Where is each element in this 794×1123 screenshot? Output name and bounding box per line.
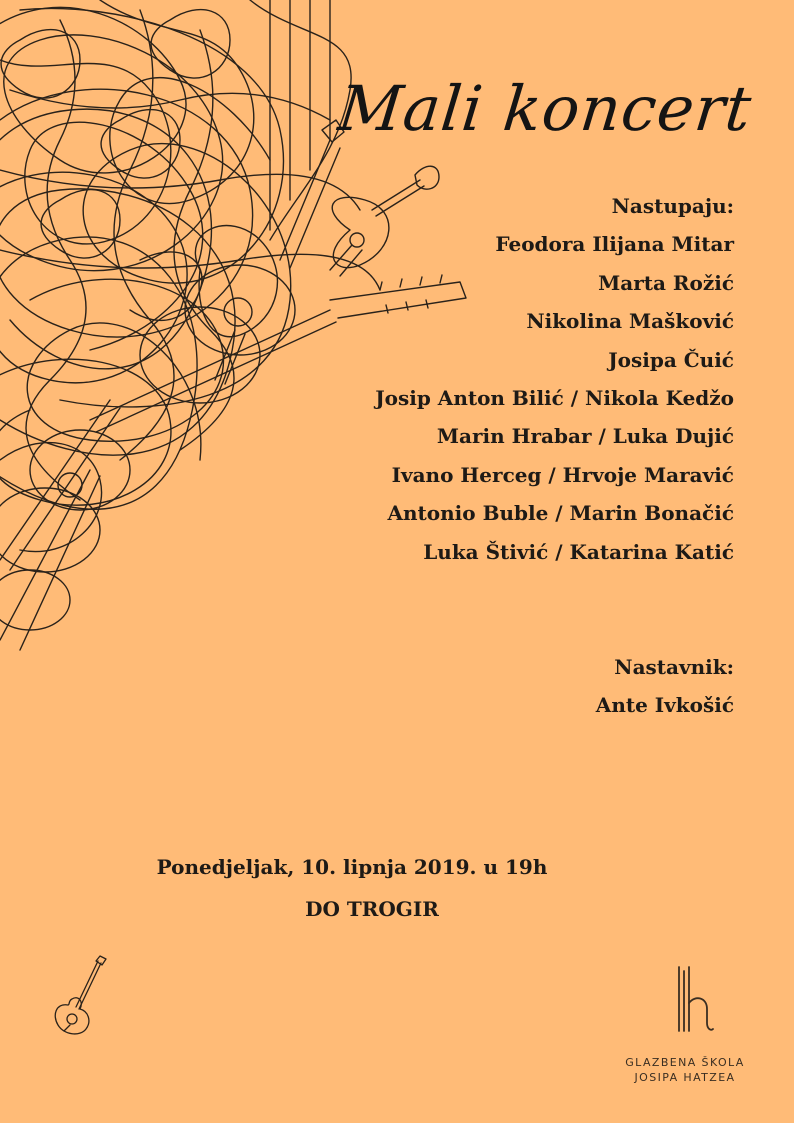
performer-name: Ivano Herceg / Hrvoje Maravić xyxy=(391,462,734,487)
guitar-icon xyxy=(50,955,110,1040)
school-name-line2: JOSIPA HATZEA xyxy=(634,1071,736,1084)
performers-list xyxy=(375,192,734,576)
page-title: Mali koncert xyxy=(335,72,756,145)
teacher-heading: Nastavnik: xyxy=(614,655,734,679)
performer-name: Marin Hrabar / Luka Dujić xyxy=(436,424,734,449)
event-date: Ponedjeljak, 10. lipnja 2019. u 19h xyxy=(156,855,548,879)
performer-name: Nikolina Mašković xyxy=(526,309,734,334)
school-name-line1: GLAZBENA ŠKOLA xyxy=(625,1056,745,1069)
performer-name: Luka Štivić / Katarina Katić xyxy=(423,539,734,564)
performer-name: Marta Rožić xyxy=(598,270,734,295)
school-logo-mark xyxy=(671,965,715,1037)
performer-name: Josipa Čuić xyxy=(608,347,734,372)
performer-name: Antonio Buble / Marin Bonačić xyxy=(387,501,734,526)
performer-name: Josip Anton Bilić / Nikola Kedžo xyxy=(375,385,734,410)
teacher-name: Ante Ivkošić xyxy=(595,693,734,718)
performers-heading: Nastupaju: xyxy=(611,194,734,218)
performer-name: Feodora Ilijana Mitar xyxy=(495,232,734,257)
event-venue: DO TROGIR xyxy=(305,897,439,921)
teacher-block xyxy=(596,653,734,730)
school-name xyxy=(615,1055,755,1085)
